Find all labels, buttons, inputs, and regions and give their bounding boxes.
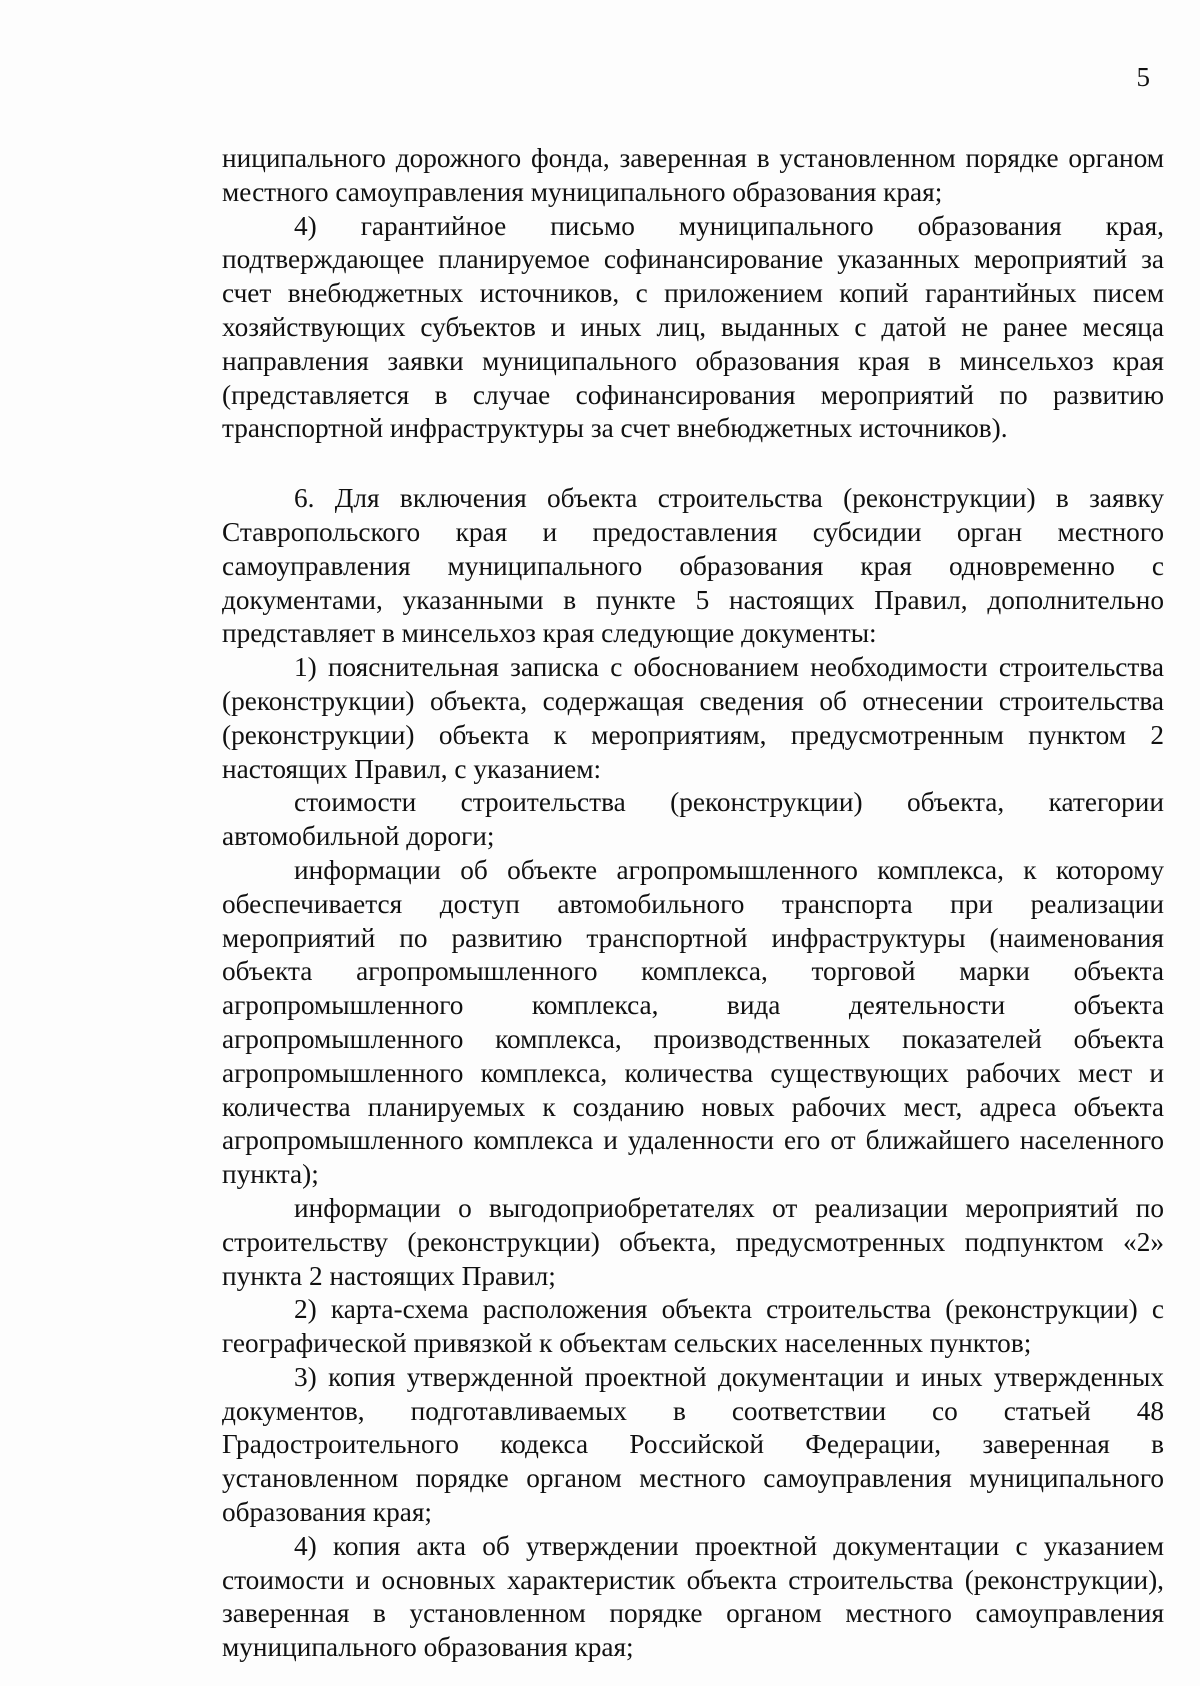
page-number: 5	[1136, 62, 1150, 92]
paragraph-continuation: ниципального дорожного фонда, заверенная в установленном порядке органом местного самоуправления муниципального образования края;	[222, 143, 1164, 207]
paragraph-beneficiaries-info: информации о выгодоприобретателях от реализации мероприятий по строительству (реконструкции) объекта, предусмотренных подпунктом «2» пункта 2 настоящих Правил;	[222, 1192, 1164, 1291]
paragraph-construction-cost: стоимости строительства (реконструкции) объекта, категории автомобильной дороги;	[222, 787, 1164, 852]
paragraph-agro-object-info: информации об объекте агропромышленного комплекса, к которому обеспечивается доступ автомобильного транспорта при реализации мероприятий по развитию транспортной инфраструктуры (наименования объекта агропромышленного комплекса, торговой марки объекта агропромышленного комплекса, вида деятельности объекта агропромышленного комплекса, производственных показателей объекта агропромышленного комплекса, количества существующих рабочих мест и количества планируемых к созданию новых рабочих мест, адреса объекта агропромышленного комплекса и удаленности его от ближайшего населенного пункта);	[222, 854, 1164, 1190]
paragraph-item-3-project-docs: 3) копия утвержденной проектной документации и иных утвержденных документов, подготавливаемых в соответствии со статьей 48 Градостроительного кодекса Российской Федерации, заверенная в установленном порядке органом местного самоуправления муниципального образования края;	[222, 1361, 1164, 1528]
paragraph-item-2-map-scheme: 2) карта-схема расположения объекта строительства (реконструкции) с географической привязкой к объектам сельских населенных пунктов;	[222, 1294, 1164, 1359]
paragraph-item-1-explanatory-note: 1) пояснительная записка с обоснованием необходимости строительства (реконструкции) объекта, содержащая сведения об отнесении строительства (реконструкции) объекта к мероприятиям, предусмотренным пунктом 2 настоящих Правил, с указанием:	[222, 652, 1164, 784]
paragraph-item-4-guarantee-letter: 4) гарантийное письмо муниципального образования края, подтверждающее планируемое софинансирование указанных мероприятий за счет внебюджетных источников, с приложением копий гарантийных писем хозяйствующих субъектов и иных лиц, выданных с датой не ранее месяца направления заявки муниципального образования края в минсельхоз края (представляется в случае софинансирования мероприятий по развитию транспортной инфраструктуры за счет внебюджетных источников).	[222, 210, 1164, 444]
paragraph-item-4-approval-act: 4) копия акта об утверждении проектной документации с указанием стоимости и основных характеристик объекта строительства (реконструкции), заверенная в установленном порядке органом местного самоуправления муниципального образования края;	[222, 1530, 1164, 1663]
document-body	[222, 142, 1164, 1665]
paragraph-clause-6: 6. Для включения объекта строительства (реконструкции) в заявку Ставропольского края и предоставления субсидии орган местного самоуправления муниципального образования края одновременно с документами, указанными в пункте 5 настоящих Правил, дополнительно представляет в минсельхоз края следующие документы:	[222, 483, 1164, 649]
